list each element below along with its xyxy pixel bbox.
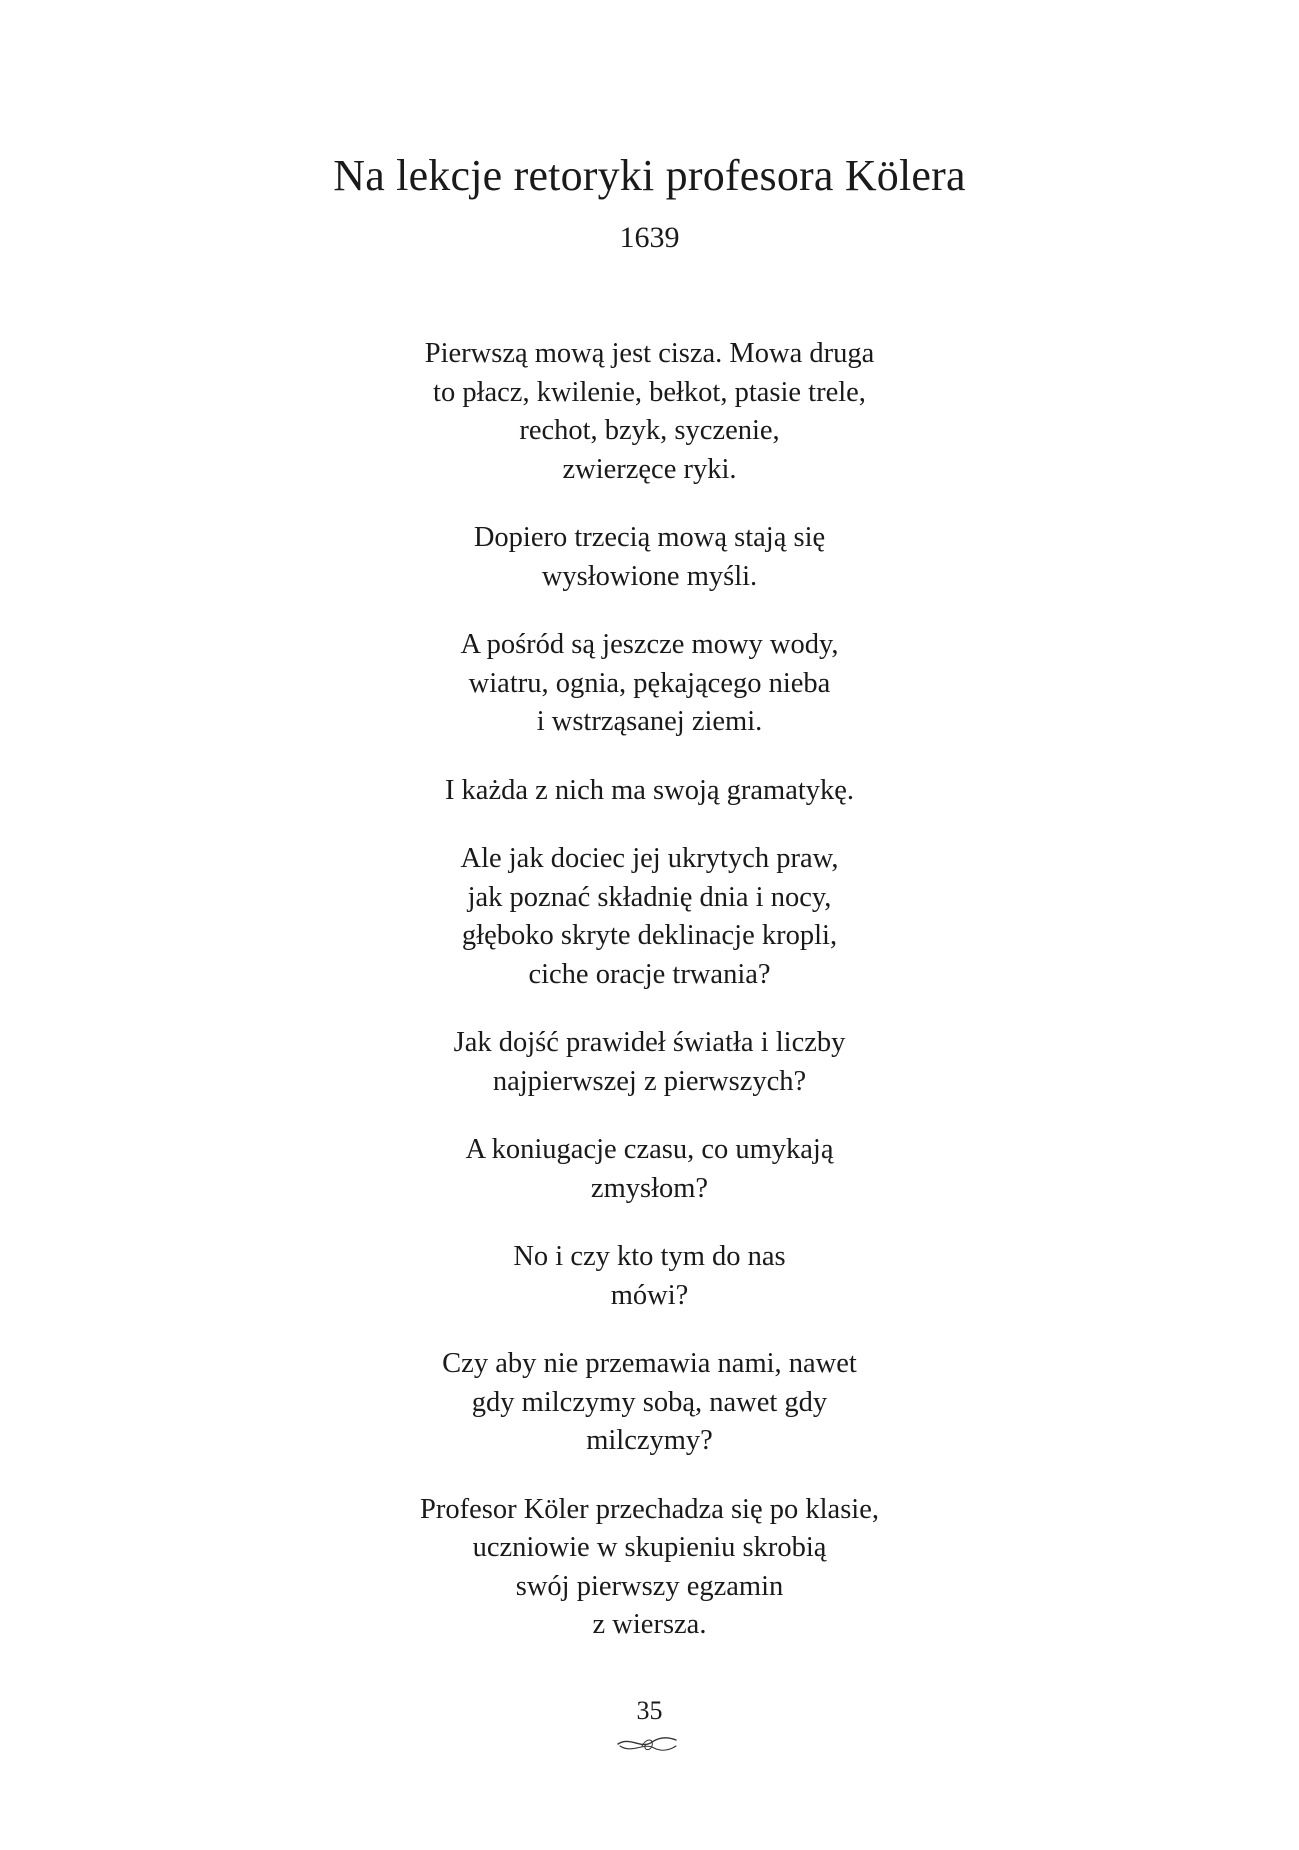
poem-body [0,335,1299,1675]
poem-line: uczniowie w skupieniu skrobią [472,1532,827,1563]
poem-line: rechot, bzyk, syczenie, [519,415,780,446]
poem-line: Profesor Köler przechadza się po klasie, [420,1493,879,1525]
stanza [0,1238,1299,1315]
poem-line: Jak dojść prawideł światła i liczby [453,1027,846,1058]
poem-line: A koniugacje czasu, co umykają [465,1134,834,1165]
poem-line: zmysłom? [590,1172,709,1204]
poem-line: milczymy? [586,1425,713,1456]
poem-line: Ale jak dociec jej ukrytych praw, [460,843,839,874]
stanza [0,1024,1299,1101]
poem-line: gdy milczymy sobą, nawet gdy [471,1386,828,1418]
poem-line: mówi? [610,1279,689,1311]
poem-line: to płacz, kwilenie, bełkot, ptasie trele, [433,376,866,408]
stanza [0,772,1299,811]
page-number: 35 [636,1696,663,1725]
poem-line: Pierwszą mową jest cisza. Mowa druga [424,338,875,369]
poem-title: Na lekcje retoryki profesora Kölera [333,151,966,200]
poem-line: I każda z nich ma swoją gramatykę. [444,774,855,806]
poem-line: Dopiero trzecią mową stają się [473,522,826,553]
poem-line: jak poznać składnię dnia i nocy, [467,881,832,913]
poem-line: głęboko skryte deklinacje kropli, [461,920,838,951]
stanza [0,519,1299,596]
poem-line: z wiersza. [592,1609,707,1640]
poem-year: 1639 [619,221,680,254]
flourish-icon [612,1728,682,1758]
poem-line: wysłowione myśli. [541,560,758,592]
stanza [0,1491,1299,1645]
poem-line: ciche oracje trwania? [528,958,771,990]
poem-line: Czy aby nie przemawia nami, nawet [442,1348,857,1379]
stanza [0,840,1299,994]
stanza [0,335,1299,489]
stanza [0,1345,1299,1461]
stanza [0,1131,1299,1208]
stanza [0,626,1299,742]
poem-line: A pośród są jeszcze mowy wody, [460,629,839,660]
poem-line: zwierzęce ryki. [562,453,737,485]
poem-line: No i czy kto tym do nas [513,1241,786,1272]
poem-line: i wstrząsanej ziemi. [536,706,763,737]
poem-line: najpierwszej z pierwszych? [492,1065,807,1097]
poem-line: swój pierwszy egzamin [515,1570,784,1602]
poem-line: wiatru, ognia, pękającego nieba [468,667,831,699]
